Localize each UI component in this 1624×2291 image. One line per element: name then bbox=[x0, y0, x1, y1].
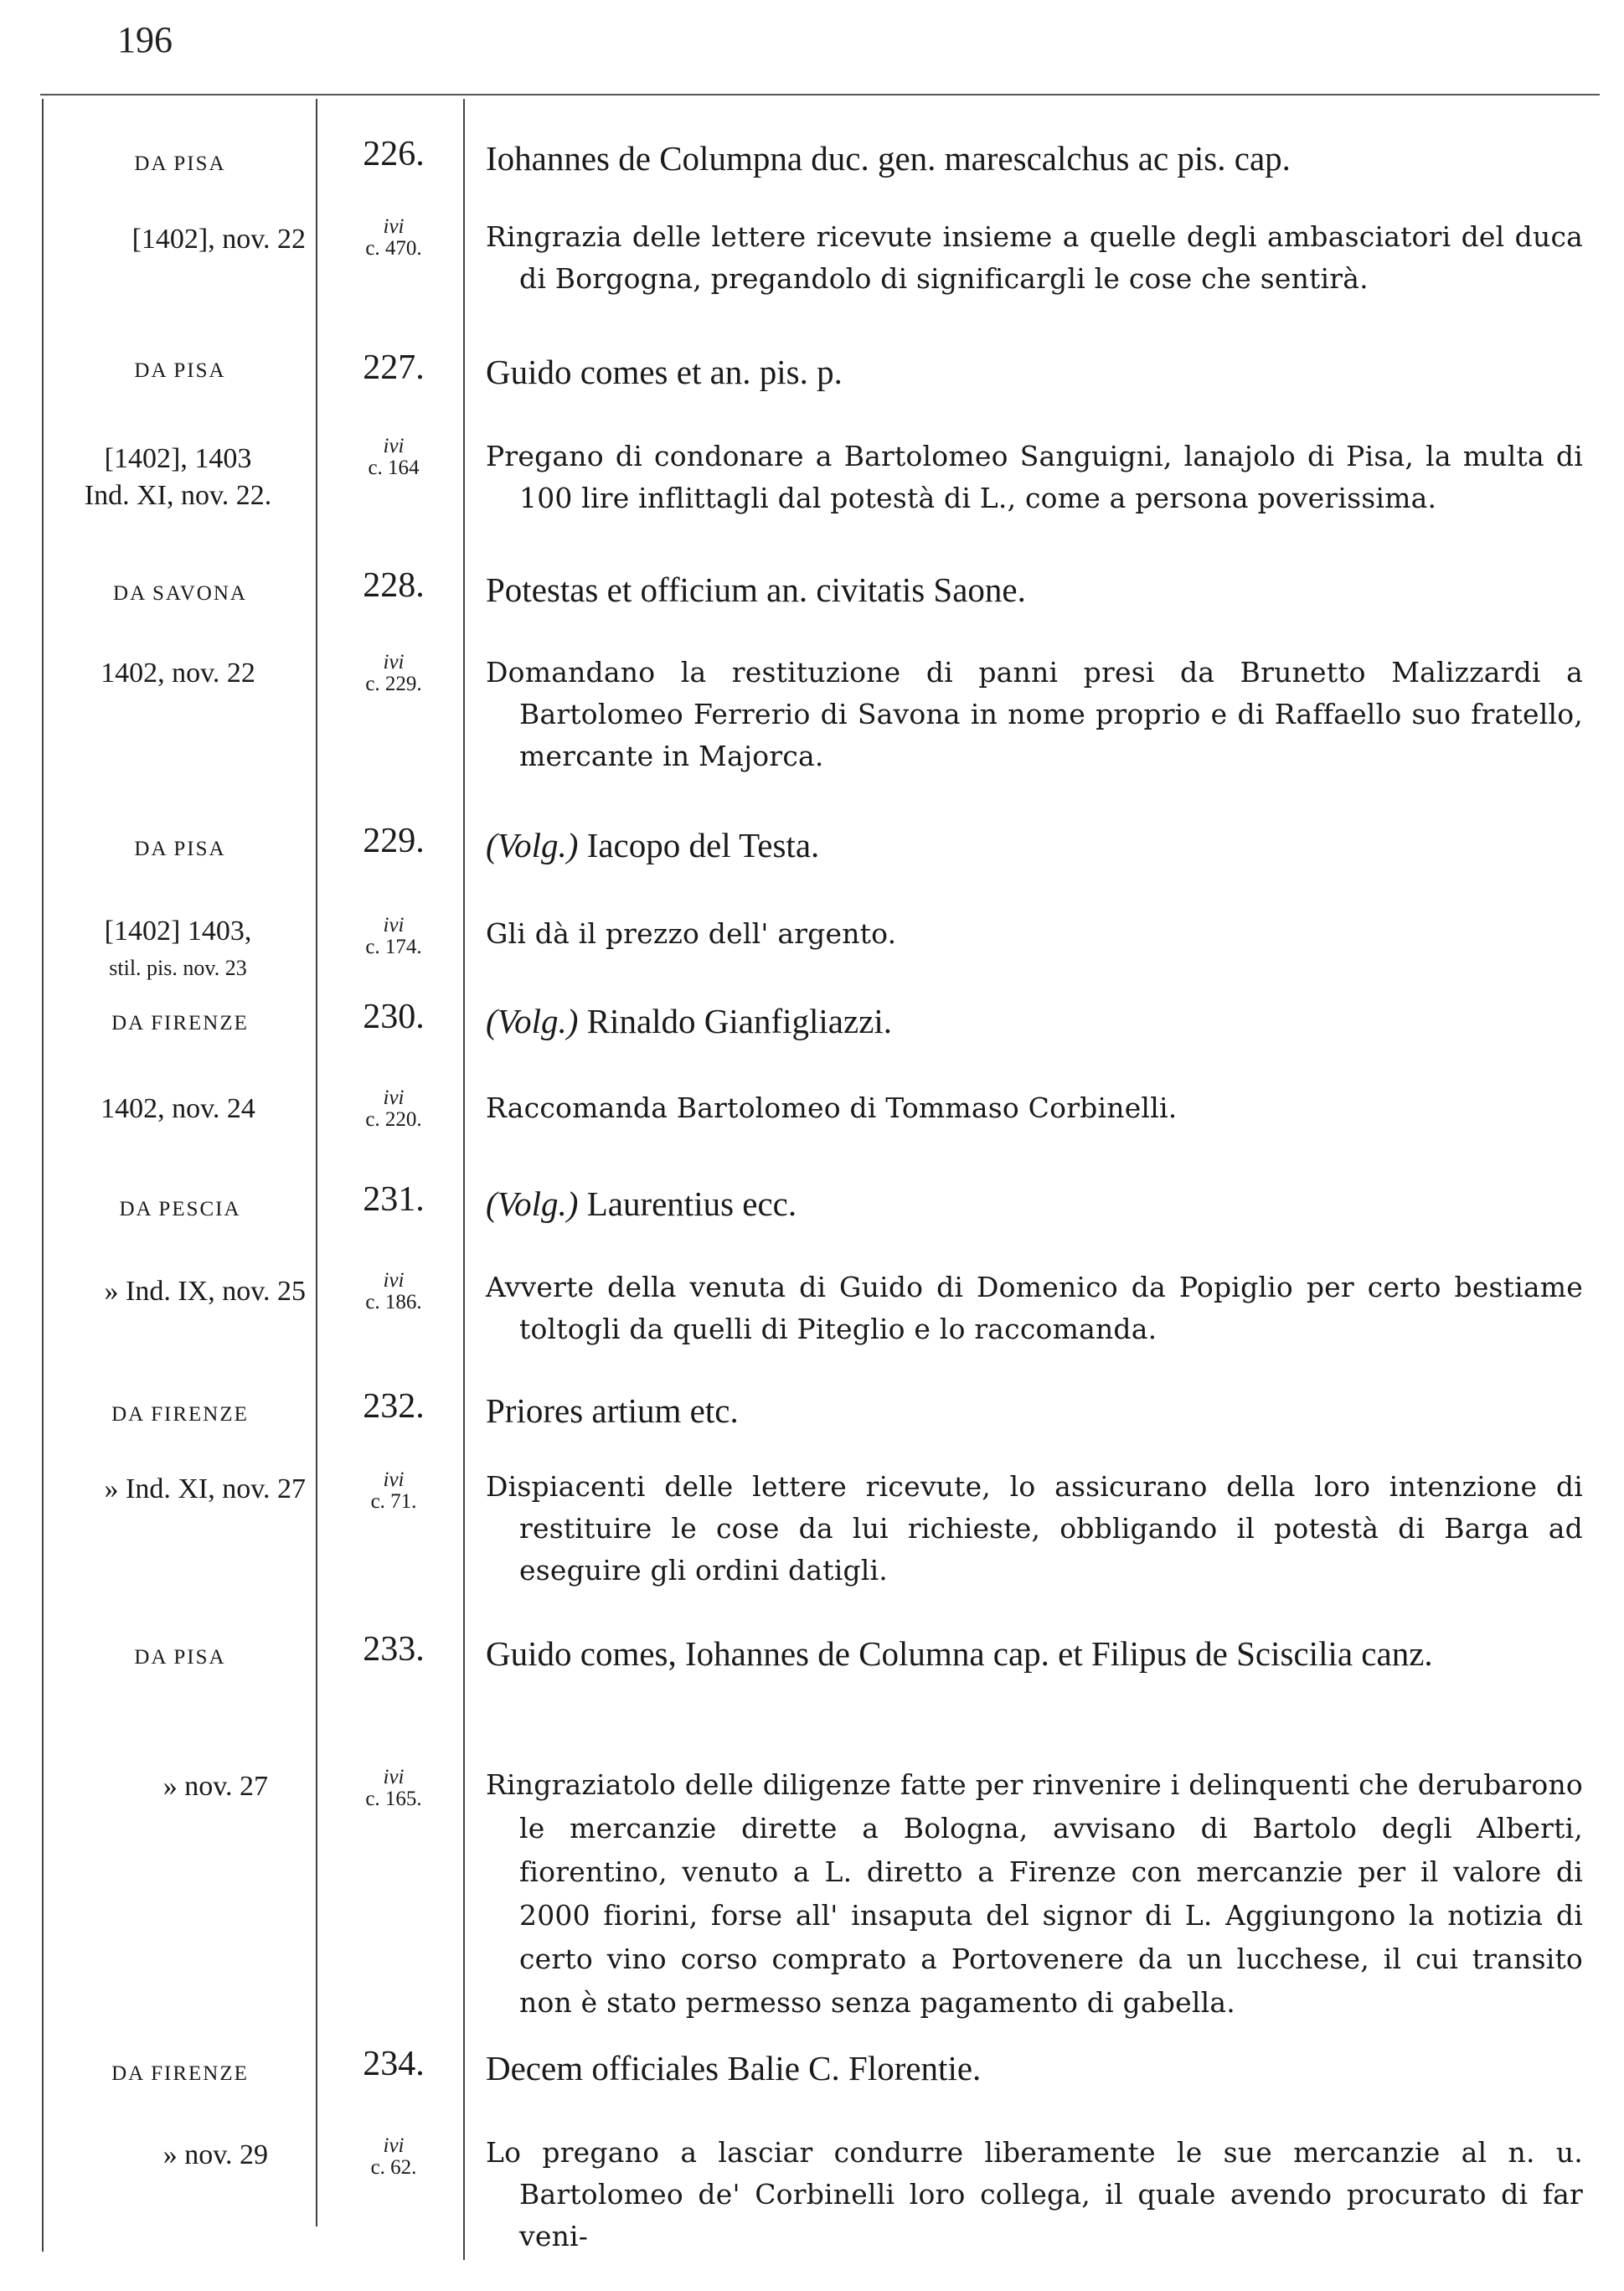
entry-summary: Pregano di condonare a Bartolomeo Sanguigni, lanajolo di Pisa, la multa di 100 lire inflittagli dal potestà di L., come a persona poverissima. bbox=[486, 440, 1583, 514]
entry-heading: Priores artium etc. bbox=[486, 1391, 739, 1430]
entry-heading bbox=[486, 821, 1591, 869]
entry-number: 228. bbox=[363, 566, 425, 605]
column-rule-middle bbox=[316, 99, 317, 2227]
ref-ivi: ivi bbox=[383, 2134, 405, 2157]
entry-origin: DA PISA bbox=[134, 1646, 226, 1669]
date-line-2: Ind. XI, nov. 22. bbox=[84, 480, 272, 511]
ref-carta: c. 470. bbox=[365, 237, 422, 260]
entry-origin: DA PISA bbox=[134, 152, 226, 175]
entry-reference bbox=[327, 1270, 461, 1313]
entry-summary: Raccomanda Bartolomeo di Tommaso Corbinelli. bbox=[486, 1091, 1178, 1124]
entry-number: 226. bbox=[363, 135, 425, 173]
entry-date: [1402], nov. 22 bbox=[131, 224, 306, 255]
ref-ivi: ivi bbox=[383, 1766, 405, 1788]
ref-carta: c. 220. bbox=[365, 1108, 422, 1131]
entry-reference bbox=[327, 1767, 461, 1810]
ref-carta: c. 229. bbox=[365, 673, 422, 695]
entry-origin: DA FIRENZE bbox=[111, 1012, 249, 1035]
entry-reference bbox=[327, 1469, 461, 1513]
entry-number: 227. bbox=[363, 348, 425, 387]
entry-summary: Dispiacenti delle lettere ricevute, lo assicurano della loro intenzione di restituire le cose da lui richieste, obbligando il potestà di Barga ad eseguire gli ordini datigli. bbox=[486, 1470, 1583, 1587]
entry-reference bbox=[327, 652, 461, 695]
entry-origin: DA PESCIA bbox=[119, 1198, 241, 1220]
entry-heading: Iohannes de Columpna duc. gen. marescalchus ac pis. cap. bbox=[486, 139, 1291, 178]
entry-date: » Ind. IX, nov. 25 bbox=[104, 1276, 306, 1307]
entry-date: » Ind. XI, nov. 27 bbox=[104, 1473, 306, 1504]
entry-number: 233. bbox=[363, 1630, 425, 1669]
column-rule-left bbox=[42, 99, 44, 2252]
entry-summary: Gli dà il prezzo dell' argento. bbox=[486, 917, 897, 950]
entry-reference bbox=[327, 1087, 461, 1131]
entry-date bbox=[50, 441, 306, 514]
ref-ivi: ivi bbox=[383, 651, 405, 673]
heading-text: Laurentius ecc. bbox=[586, 1184, 797, 1223]
heading-text: Rinaldo Gianfigliazzi. bbox=[586, 1002, 893, 1040]
entry-origin: DA SAVONA bbox=[113, 582, 247, 605]
entry-origin: DA FIRENZE bbox=[111, 1403, 249, 1426]
entry-number: 230. bbox=[363, 998, 425, 1036]
ref-ivi: ivi bbox=[383, 1269, 405, 1292]
entry-heading: Guido comes et an. pis. p. bbox=[486, 353, 843, 391]
entry-reference bbox=[327, 2135, 461, 2179]
ref-ivi: ivi bbox=[383, 215, 405, 238]
entry-summary: Ringrazia delle lettere ricevute insieme a quelle degli ambasciatori del duca di Borgogna, pregandolo di significargli le cose che sentirà. bbox=[486, 220, 1583, 295]
entry-heading: Decem officiales Balie C. Florentie. bbox=[486, 2049, 982, 2087]
ref-ivi: ivi bbox=[383, 1468, 405, 1491]
ref-carta: c. 174. bbox=[365, 936, 422, 958]
entry-origin: DA PISA bbox=[134, 359, 226, 382]
volg-tag: (Volg.) bbox=[486, 826, 579, 864]
date-line: [1402], 1403 bbox=[104, 443, 252, 474]
entry-summary: Avverte della venuta di Guido di Domenico da Popiglio per certo bestiame toltogli da quelli di Piteglio e lo raccomanda. bbox=[486, 1271, 1583, 1345]
column-rule-right bbox=[463, 99, 465, 2260]
entry-date: 1402, nov. 24 bbox=[101, 1093, 255, 1124]
entry-origin: DA FIRENZE bbox=[111, 2062, 249, 2085]
entry-date: 1402, nov. 22 bbox=[101, 658, 255, 689]
entry-summary: Domandano la restituzione di panni presi da Brunetto Malizzardi a Bartolomeo Ferrerio di Savona in nome proprio e di Raffaello suo fratello, mercante in Majorca. bbox=[486, 656, 1583, 772]
ref-ivi: ivi bbox=[383, 914, 405, 937]
entry-summary: Ringraziatolo delle diligenze fatte per rinvenire i delinquenti che derubarono le mercanzie dirette a Bologna, avvisano di Bartolo degli Alberti, fiorentino, venuto a L. diretto a Firenze con mercanzie per il valore di 2000 fiorini, forse all' insaputa del signor di L. Aggiungono la notizia di certo vino corso comprato a Portovenere da un lucchese, il cui transito non è stato permesso senza pagamento di gabella. bbox=[486, 1768, 1583, 2019]
top-rule bbox=[40, 94, 1600, 95]
entry-heading: Guido comes, Iohannes de Columna cap. et Filipus de Sciscilia canz. bbox=[486, 1634, 1433, 1673]
entry-number: 232. bbox=[363, 1387, 425, 1426]
ref-carta: c. 62. bbox=[370, 2156, 417, 2179]
entry-heading bbox=[486, 1179, 1591, 1228]
ref-carta: c. 71. bbox=[370, 1490, 417, 1513]
entry-heading: Potestas et officium an. civitatis Saone. bbox=[486, 570, 1026, 609]
entry-date: » nov. 29 bbox=[162, 2139, 268, 2170]
entry-reference bbox=[327, 915, 461, 958]
volg-tag: (Volg.) bbox=[486, 1184, 579, 1223]
entry-date: » nov. 27 bbox=[162, 1771, 268, 1802]
heading-text: Iacopo del Testa. bbox=[586, 826, 820, 864]
entry-number: 234. bbox=[363, 2045, 425, 2083]
page-number: 196 bbox=[117, 19, 173, 60]
ref-ivi: ivi bbox=[383, 1086, 405, 1109]
date-line-2: stil. pis. nov. 23 bbox=[109, 956, 247, 980]
volg-tag: (Volg.) bbox=[486, 1002, 579, 1040]
entry-heading bbox=[486, 997, 1591, 1045]
ref-carta: c. 165. bbox=[365, 1788, 422, 1810]
entry-date bbox=[50, 913, 306, 987]
ref-ivi: ivi bbox=[383, 435, 405, 457]
entry-origin: DA PISA bbox=[134, 838, 226, 860]
date-line: [1402] 1403, bbox=[104, 916, 252, 947]
ref-carta: c. 186. bbox=[365, 1291, 422, 1313]
entry-number: 229. bbox=[363, 822, 425, 860]
ref-carta: c. 164 bbox=[368, 457, 420, 479]
entry-number: 231. bbox=[363, 1180, 425, 1219]
entry-reference bbox=[327, 216, 461, 260]
entry-summary: Lo pregano a lasciar condurre liberamente le sue mercanzie al n. u. Bartolomeo de' Corbinelli loro collega, il quale avendo procurato di far veni- bbox=[486, 2136, 1583, 2252]
entry-reference bbox=[327, 436, 461, 479]
